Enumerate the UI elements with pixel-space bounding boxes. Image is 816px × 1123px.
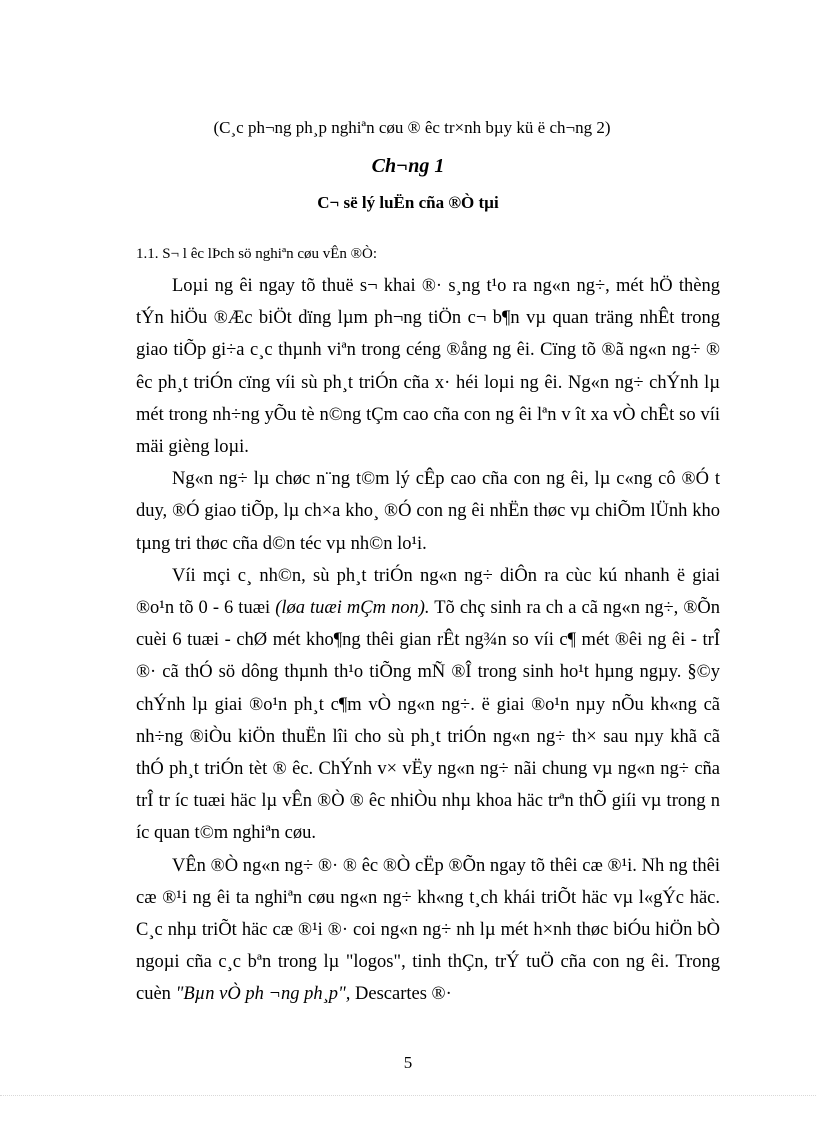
methods-note: (C¸c ph¬ng ph¸p nghiªn cøu ® êc tr×nh bµy kü ë ch¬ng 2) <box>213 118 611 137</box>
paragraph <box>136 850 720 1011</box>
page-divider <box>0 1095 816 1096</box>
paragraph-text: Loµi ng êi ngay tõ thuë s¬ khai ®· s¸ng t¹o ra ng«n ng÷, mét hÖ thèng tÝn hiÖu ®Æc biÖt dïng lµm ph¬ng tiÖn c¬ b¶n vµ quan träng nhÊt trong giao tiÕp gi÷a c¸c thµnh viªn trong céng ®ång ng êi. Cïng tõ ®ã ng«n ng÷ ® êc ph¸t triÓn cïng víi sù ph¸t triÓn cña x· héi loµi ng êi. Ng«n ng÷ chÝnh lµ mét trong nh÷ng yÕu tè n©ng tÇm cao cña con ng êi lªn v ît xa vÒ chÊt so víi mäi gièng loµi. <box>136 276 720 458</box>
body-text <box>136 270 720 1011</box>
paragraph <box>136 463 720 560</box>
paragraph-text: Tõ chç sinh ra ch a cã ng«n ng÷, ®Õn cuèi 6 tuæi - chØ mét kho¶ng thêi gian rÊt ng¾n so víi c¶ mét ®êi ng êi - trÎ ®· cã thÓ sö dông thµnh th¹o tiÕng mÑ ®Î trong sinh ho¹t hµng ngµy. §©y chÝnh lµ giai ®o¹n ph¸t c¶m vÒ ng«n ng÷. ë giai ®o¹n nµy nÕu kh«ng cã nh÷ng ®iÒu kiÖn thuËn lîi cho sù ph¸t triÓn ng«n ng÷ th× sau nµy khã cã thÓ ph¸t triÓn tèt ® êc. ChÝnh v× vËy ng«n ng÷ nãi chung vµ ng«n ng÷ cña trÎ tr íc tuæi häc lµ vÊn ®Ò ® êc nhiÒu nhµ khoa häc trªn thÕ giíi vµ trong n íc quan t©m nghiªn cøu. <box>136 598 720 844</box>
paragraph-text: VÊn ®Ò ng«n ng÷ ®· ® êc ®Ò cËp ®Õn ngay tõ thêi cæ ®¹i. Nh ng thêi cæ ®¹i ng êi ta nghiªn cøu ng«n ng÷ kh«ng t¸ch khái triÕt häc vµ l«gÝc häc. C¸c nhµ triÕt häc cæ ®¹i ®· coi ng«n ng÷ nh lµ mét h×nh thøc biÓu hiÖn bÒ ngoµi cña c¸c bªn trong lµ "logos", tinh thÇn, trÝ tuÖ cña con ng êi. Trong cuèn <box>136 855 720 1005</box>
paragraph-text: Ng«n ng÷ lµ chøc n¨ng t©m lý cÊp cao cña con ng êi, lµ c«ng cô ®Ó t duy, ®Ó giao tiÕp, lµ ch×a kho¸ ®Ó con ng êi nhËn thøc vµ chiÕm lÜnh kho tµng tri thøc cña d©n téc vµ nh©n lo¹i. <box>136 469 720 554</box>
chapter-title: C¬ së lý luËn cña ®Ò tµi <box>317 193 499 212</box>
page-number: 5 <box>403 1053 413 1072</box>
paragraph-text: Víi mçi c¸ nh©n, sù ph¸t triÓn ng«n ng÷ diÔn ra cùc kú nhanh ë giai ®o¹n tõ 0 - 6 tuæi <box>136 565 720 619</box>
paragraph <box>136 560 720 850</box>
paragraph-italic-text: (løa tuæi mÇm non). <box>275 598 430 619</box>
paragraph-italic-text: "Bµn vÒ ph ¬ng ph¸p", <box>175 984 351 1005</box>
chapter-number: Ch¬ng 1 <box>371 155 445 177</box>
paragraph-text: Descartes ®· <box>350 984 452 1005</box>
paragraph <box>136 270 720 463</box>
section-heading: 1.1. S¬ l êc lÞch sö nghiªn cøu vÊn ®Ò: <box>136 246 378 262</box>
